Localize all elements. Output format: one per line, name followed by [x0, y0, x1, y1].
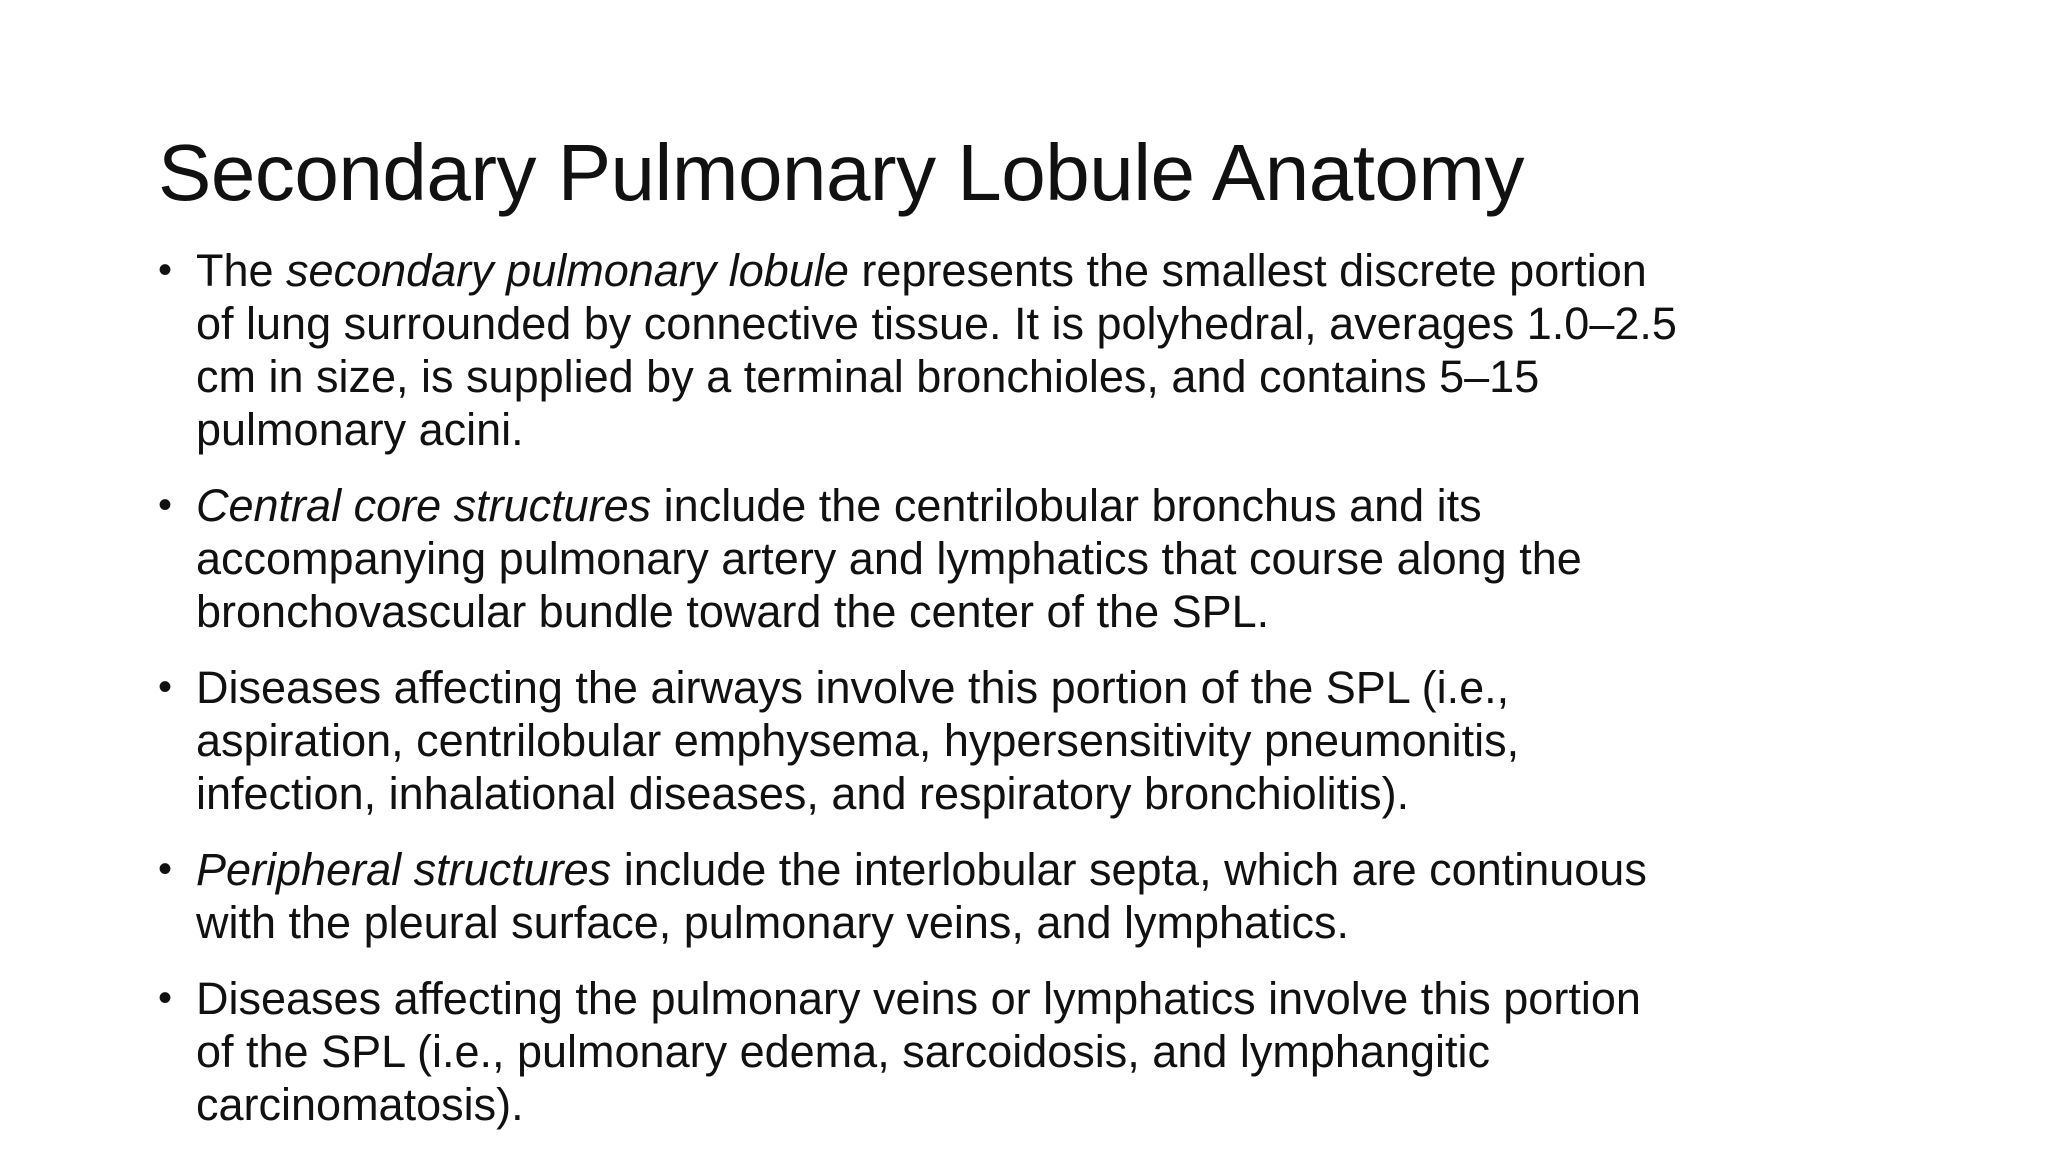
- line-text: represents the smallest discrete portion: [848, 245, 1647, 296]
- bullet-item: [158, 244, 1918, 456]
- bullet-marker: •: [158, 483, 173, 527]
- bullet-line: cm in size, is supplied by a terminal bronchioles, and contains 5–15: [196, 351, 1540, 402]
- emphasized-term: Peripheral structures: [196, 844, 612, 895]
- bullet-marker: •: [158, 847, 173, 891]
- bullet-line: infection, inhalational diseases, and respiratory bronchiolitis).: [196, 768, 1410, 819]
- bullet-item: [158, 479, 1918, 638]
- bullet-line: aspiration, centrilobular emphysema, hypersensitivity pneumonitis,: [196, 715, 1520, 766]
- line-text: include the centrilobular bronchus and its: [651, 480, 1482, 531]
- emphasized-term: Central core structures: [196, 480, 652, 531]
- bullet-list: [158, 244, 1918, 1154]
- bullet-item: [158, 661, 1918, 820]
- bullet-line: of the SPL (i.e., pulmonary edema, sarcoidosis, and lymphangitic: [196, 1026, 1490, 1077]
- bullet-line: Diseases affecting the pulmonary veins or lymphatics involve this portion: [196, 973, 1641, 1024]
- bullet-line: bronchovascular bundle toward the center of the SPL.: [196, 586, 1270, 637]
- slide-title: Secondary Pulmonary Lobule Anatomy: [158, 128, 1525, 217]
- bullet-line: with the pleural surface, pulmonary veins, and lymphatics.: [196, 897, 1350, 948]
- bullet-line: Diseases affecting the airways involve this portion of the SPL (i.e.,: [196, 662, 1510, 713]
- line-text: include the interlobular septa, which are continuous: [611, 844, 1647, 895]
- bullet-marker: •: [158, 248, 173, 292]
- emphasized-term: secondary pulmonary lobule: [286, 245, 849, 296]
- bullet-line: carcinomatosis).: [196, 1079, 524, 1130]
- bullet-item: [158, 972, 1918, 1131]
- bullet-line: [196, 244, 1918, 297]
- bullet-marker: •: [158, 665, 173, 709]
- bullet-line: pulmonary acini.: [196, 404, 524, 455]
- bullet-item: [158, 843, 1918, 949]
- bullet-line: accompanying pulmonary artery and lymphatics that course along the: [196, 533, 1582, 584]
- bullet-line: [196, 843, 1918, 896]
- line-text: The: [196, 245, 287, 296]
- bullet-line: [196, 479, 1918, 532]
- bullet-line: of lung surrounded by connective tissue. It is polyhedral, averages 1.0–2.5: [196, 298, 1677, 349]
- bullet-marker: •: [158, 976, 173, 1020]
